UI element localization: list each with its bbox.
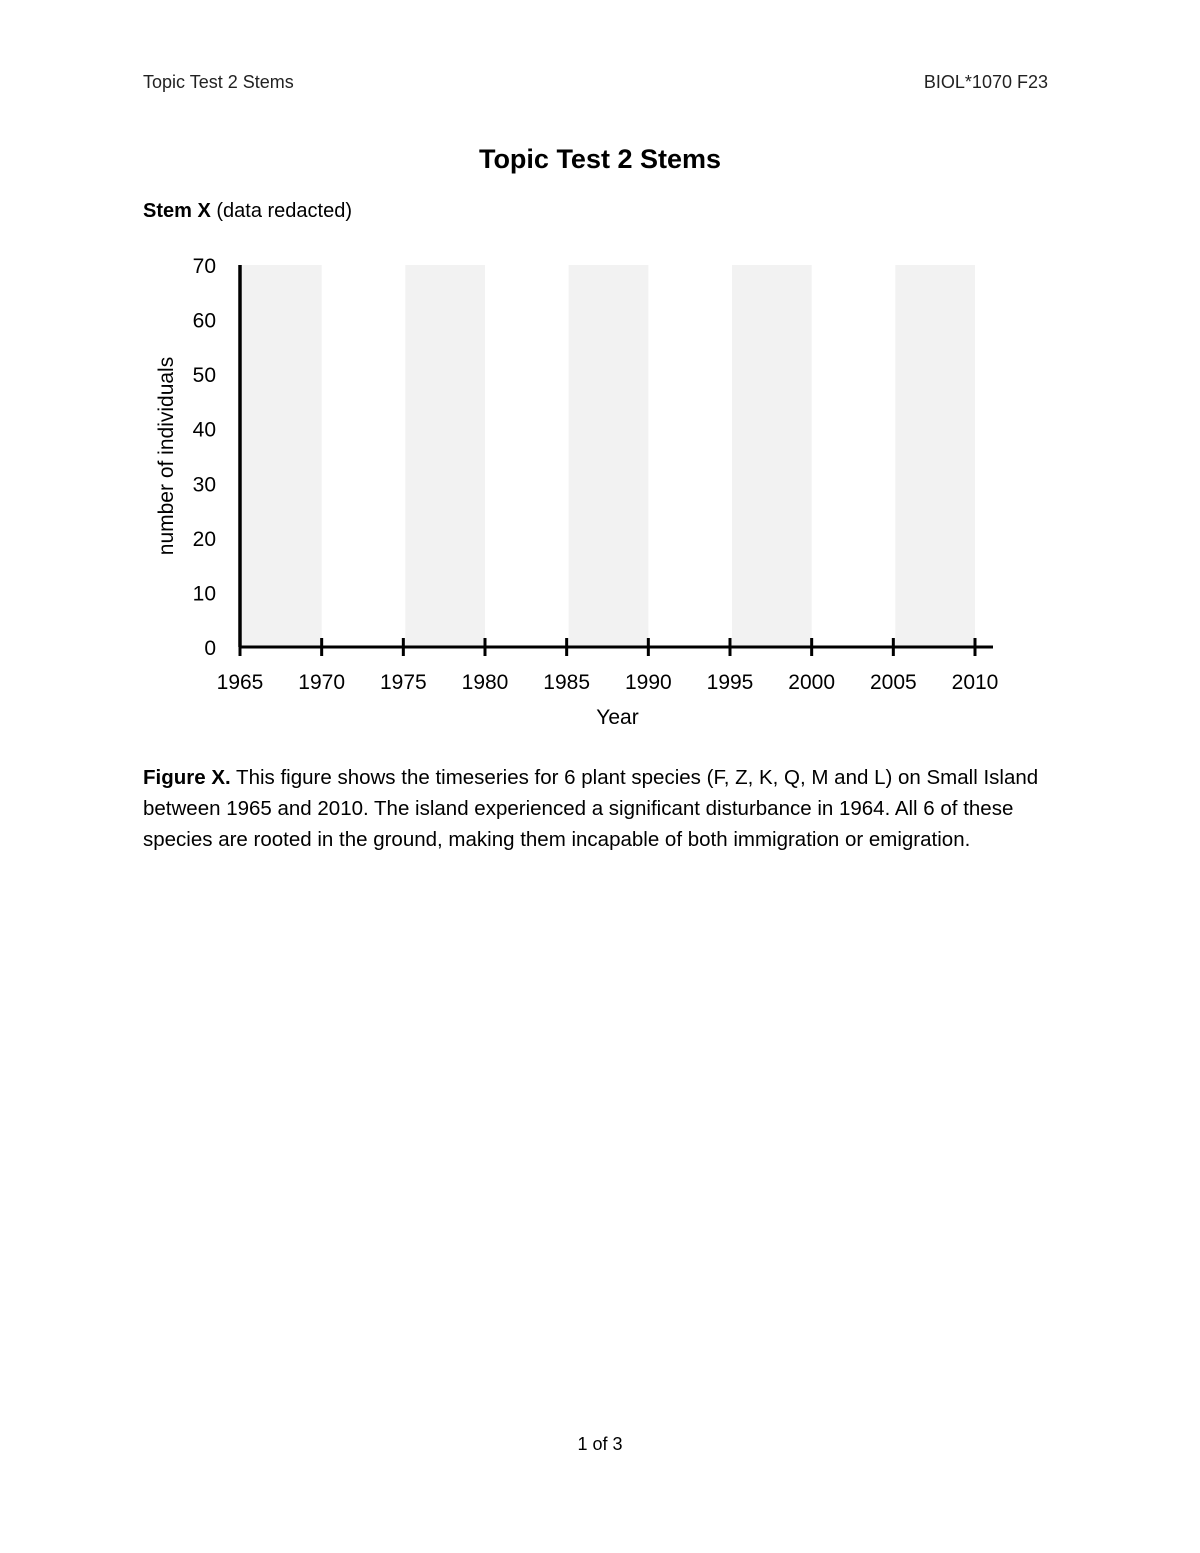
x-tick-label-1975: 1975 bbox=[379, 671, 427, 694]
y-tick-label-50: 50 bbox=[192, 364, 216, 388]
x-tick-label-1965: 1965 bbox=[216, 671, 264, 694]
y-tick-label-40: 40 bbox=[192, 418, 216, 442]
x-tick-label-2010: 2010 bbox=[951, 671, 999, 694]
x-tick-label-2005: 2005 bbox=[869, 671, 917, 694]
shaded-band-3 bbox=[732, 265, 812, 647]
running-header-title: Topic Test 2 Stems bbox=[143, 72, 294, 92]
population-chart bbox=[140, 245, 1020, 735]
x-axis-title: Year bbox=[596, 706, 639, 729]
y-tick-label-20: 20 bbox=[192, 527, 216, 551]
x-tick-label-1995: 1995 bbox=[706, 671, 754, 694]
page-title: Topic Test 2 Stems bbox=[478, 144, 722, 174]
figure-caption bbox=[143, 762, 1063, 855]
caption-label: Figure X. bbox=[143, 766, 231, 789]
shaded-band-1 bbox=[405, 265, 485, 647]
x-tick-label-1990: 1990 bbox=[624, 671, 672, 694]
caption-text: This figure shows the timeseries for 6 plant species (F, Z, K, Q, M and L) on Small Island between 1965 and 2010. The island experienced a significant disturbance in 1964. All 6 of these species are rooted in the ground, making them incapable of both immigration or emigration. bbox=[143, 766, 1039, 851]
y-axis-title: number of individuals bbox=[155, 356, 178, 556]
shaded-band-0 bbox=[242, 265, 322, 647]
shaded-band-4 bbox=[895, 265, 975, 647]
x-tick-label-1985: 1985 bbox=[543, 671, 591, 694]
stem-label: Stem X bbox=[143, 200, 211, 222]
y-tick-label-0: 0 bbox=[204, 637, 216, 660]
stem-heading bbox=[143, 200, 352, 223]
stem-note: (data redacted) bbox=[216, 200, 353, 222]
page-number: 1 of 3 bbox=[577, 1434, 623, 1454]
x-tick-label-2000: 2000 bbox=[788, 671, 836, 694]
y-tick-label-60: 60 bbox=[192, 309, 216, 333]
y-tick-label-70: 70 bbox=[192, 255, 216, 278]
x-tick-label-1980: 1980 bbox=[461, 671, 509, 694]
x-tick-label-1970: 1970 bbox=[298, 671, 346, 694]
y-tick-label-10: 10 bbox=[192, 582, 216, 606]
shaded-band-2 bbox=[569, 265, 649, 647]
running-header-course: BIOL*1070 F23 bbox=[923, 72, 1048, 92]
y-tick-label-30: 30 bbox=[192, 473, 216, 497]
